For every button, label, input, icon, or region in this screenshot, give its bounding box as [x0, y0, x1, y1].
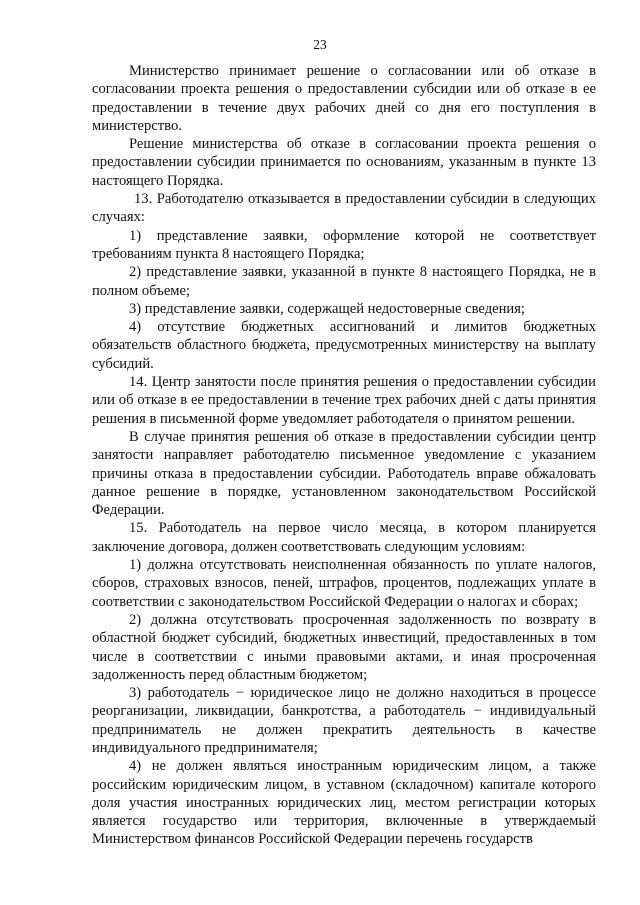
document-body: [92, 62, 596, 849]
paragraph-item-15-3: 3) работодатель − юридическое лицо не должно находиться в процессе реорганизации, ликвидации, банкротства, а работодатель − индивидуальный предприниматель не должен прекратить деятельность в качестве индивидуального предпринимателя;: [92, 685, 596, 756]
paragraph-item-15-1: 1) должна отсутствовать неисполненная обязанность по уплате налогов, сборов, страховых взносов, пеней, штрафов, процентов, подлежащих уплате в соответствии с законодательством Российской Федерации о налогах и сборах;: [92, 557, 596, 610]
page-number: 23: [313, 37, 327, 52]
paragraph-item-13: 13. Работодателю отказывается в предоставлении субсидии в следующих случаях:: [92, 191, 596, 226]
paragraph-item-15: 15. Работодатель на первое число месяца, в котором планируется заключение договора, должен соответствовать следующим условиям:: [92, 520, 596, 555]
paragraph-item-13-3: 3) представление заявки, содержащей недостоверные сведения;: [129, 300, 525, 317]
paragraph-refusal-notification: В случае принятия решения об отказе в предоставлении субсидии центр занятости направляет работодателю письменное уведомление с указанием причины отказа в предоставлении субсидии. Работодатель вправе обжаловать данное решение в порядке, установленном законодательством Российской Федерации.: [92, 428, 596, 519]
paragraph-item-13-2: 2) представление заявки, указанной в пункте 8 настоящего Порядка, не в полном объеме;: [92, 264, 596, 299]
paragraph-item-14: 14. Центр занятости после принятия решения о предоставлении субсидии или об отказе в ее предоставлении в течение трех рабочих дней с даты принятия решения в письменной форме уведомляет работодателя о принятом решении.: [92, 374, 596, 427]
paragraph-ministry-decision: Министерство принимает решение о согласовании или об отказе в согласовании проекта решения о предоставлении субсидии или об отказе в ее предоставлении в течение двух рабочих дней со дня его поступления в министерство.: [92, 63, 596, 134]
paragraph-item-15-2: 2) должна отсутствовать просроченная задолженность по возврату в областной бюджет субсидий, бюджетных инвестиций, предоставленных в том числе в соответствии с иными правовыми актами, и иная просроченная задолженность перед областным бюджетом;: [92, 611, 596, 683]
paragraph-item-13-4: 4) отсутствие бюджетных ассигнований и лимитов бюджетных обязательств областного бюджета, предусмотренных министерству на выплату субсидий.: [92, 319, 596, 372]
paragraph-refusal-grounds: Решение министерства об отказе в согласовании проекта решения о предоставлении субсидии принимается по основаниям, указанным в пункте 13 настоящего Порядка.: [92, 136, 596, 189]
paragraph-item-13-1: 1) представление заявки, оформление которой не соответствует требованиям пункта 8 настоящего Порядка;: [92, 227, 596, 262]
paragraph-item-15-4: 4) не должен являться иностранным юридическим лицом, а также российским юридическим лицом, в уставном (складочном) капитале которого доля участия иностранных юридических лиц, местом регистрации которых является государство или территория, включенные в утверждаемый Министерством финансов Российской Федерации перечень государств: [92, 758, 596, 848]
